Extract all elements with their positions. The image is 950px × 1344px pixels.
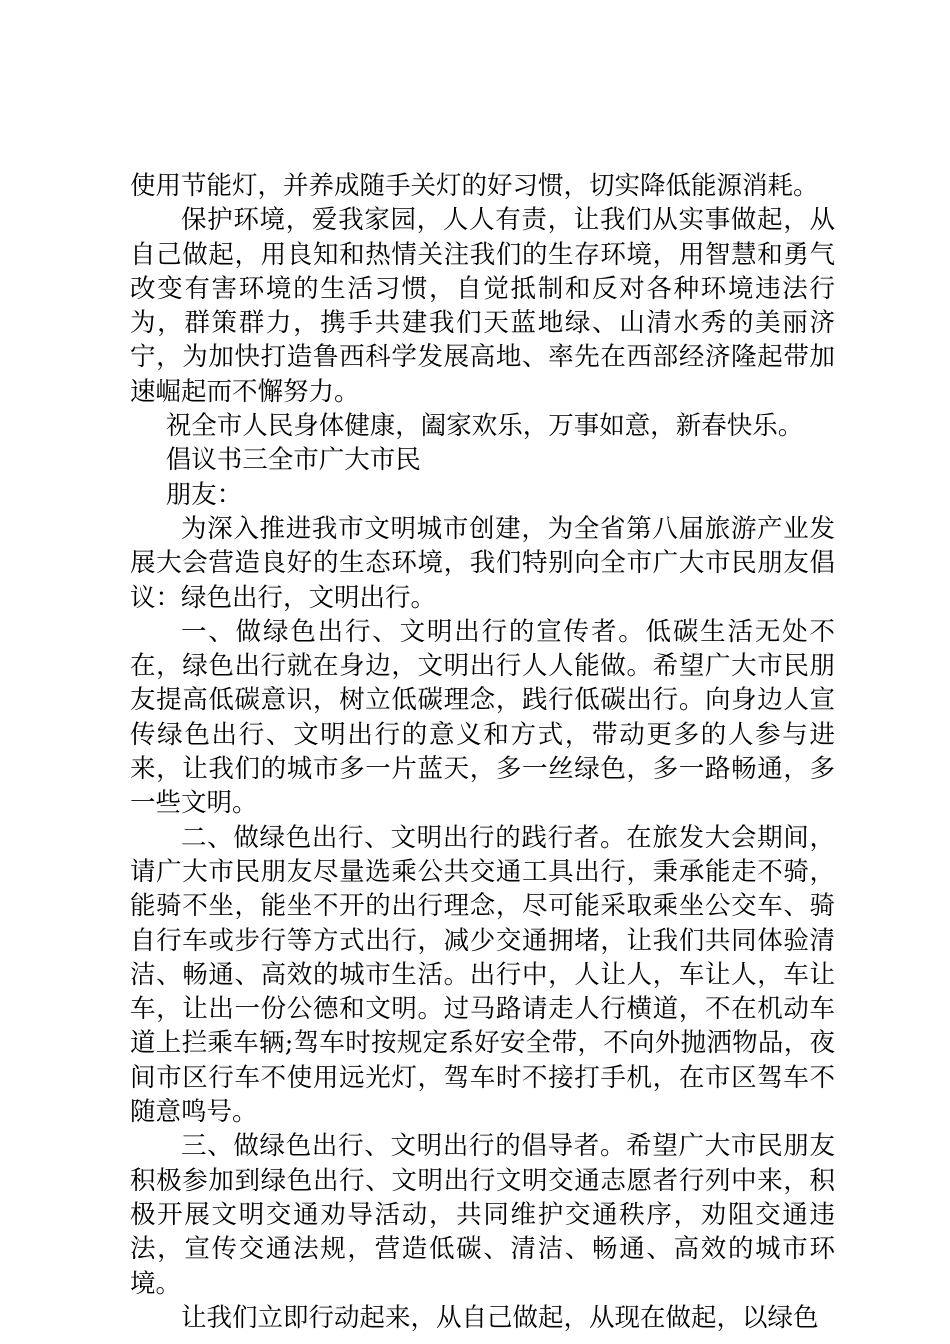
paragraph-salutation: 朋友： xyxy=(165,479,243,510)
paragraph-point-three-advocate: 三、做绿色出行、文明出行的倡导者。希望广大市民朋友积极参加到绿色出行、文明出行文明交通志愿者行列中来，积极开展文明交通劝导活动，共同维护交通秩序，劝阻交通违法，宣传交通法规，营造低碳、清洁、畅通、高效的城市环境。 xyxy=(130,1131,835,1299)
paragraph-proposal-three-heading: 倡议书三全市广大市民 xyxy=(165,445,421,476)
paragraph-new-year-wishes: 祝全市人民身体健康，阖家欢乐，万事如意，新春快乐。 xyxy=(165,411,804,442)
paragraph-point-one-promoter: 一、做绿色出行、文明出行的宣传者。低碳生活无处不在，绿色出行就在身边，文明出行人人能做。希望广大市民朋友提高低碳意识，树立低碳理念，践行低碳出行。向身边人宣传绿色出行、文明出行的意义和方式，带动更多的人参与进来，让我们的城市多一片蓝天，多一丝绿色，多一路畅通，多一些文明。 xyxy=(130,616,835,819)
paragraph-call-to-action: 让我们立即行动起来，从自己做起，从现在做起，以绿色 xyxy=(181,1302,819,1333)
paragraph-point-two-practitioner: 二、做绿色出行、文明出行的践行者。在旅发大会期间，请广大市民朋友尽量选乘公共交通工具出行，秉承能走不骑，能骑不坐，能坐不开的出行理念，尽可能采取乘坐公交车、骑自行车或步行等方式出行，减少交通拥堵，让我们共同体验清洁、畅通、高效的城市生活。出行中，人让人，车让人，车让车，让出一份公德和文明。过马路请走人行横道，不在机动车道上拦乘车辆;驾车时按规定系好安全带，不向外抛洒物品，夜间市区行车不使用远光灯，驾车时不接打手机，在市区驾车不随意鸣号。 xyxy=(130,822,835,1128)
paragraph-energy-saving: 使用节能灯，并养成随手关灯的好习惯，切实降低能源消耗。 xyxy=(130,171,819,201)
paragraph-protect-environment: 保护环境，爱我家园，人人有责，让我们从实事做起，从自己做起，用良知和热情关注我们的生存环境，用智慧和勇气改变有害环境的生活习惯，自觉抵制和反对各种环境违法行为，群策群力，携手共建我们天蓝地绿、山清水秀的美丽济宁，为加快打造鲁西科学发展高地、率先在西部经济隆起带加速崛起而不懈努力。 xyxy=(130,205,835,407)
paragraph-proposal-intro: 为深入推进我市文明城市创建，为全省第八届旅游产业发展大会营造良好的生态环境，我们特别向全市广大市民朋友倡议：绿色出行，文明出行。 xyxy=(130,513,835,613)
document-body xyxy=(130,169,835,1335)
